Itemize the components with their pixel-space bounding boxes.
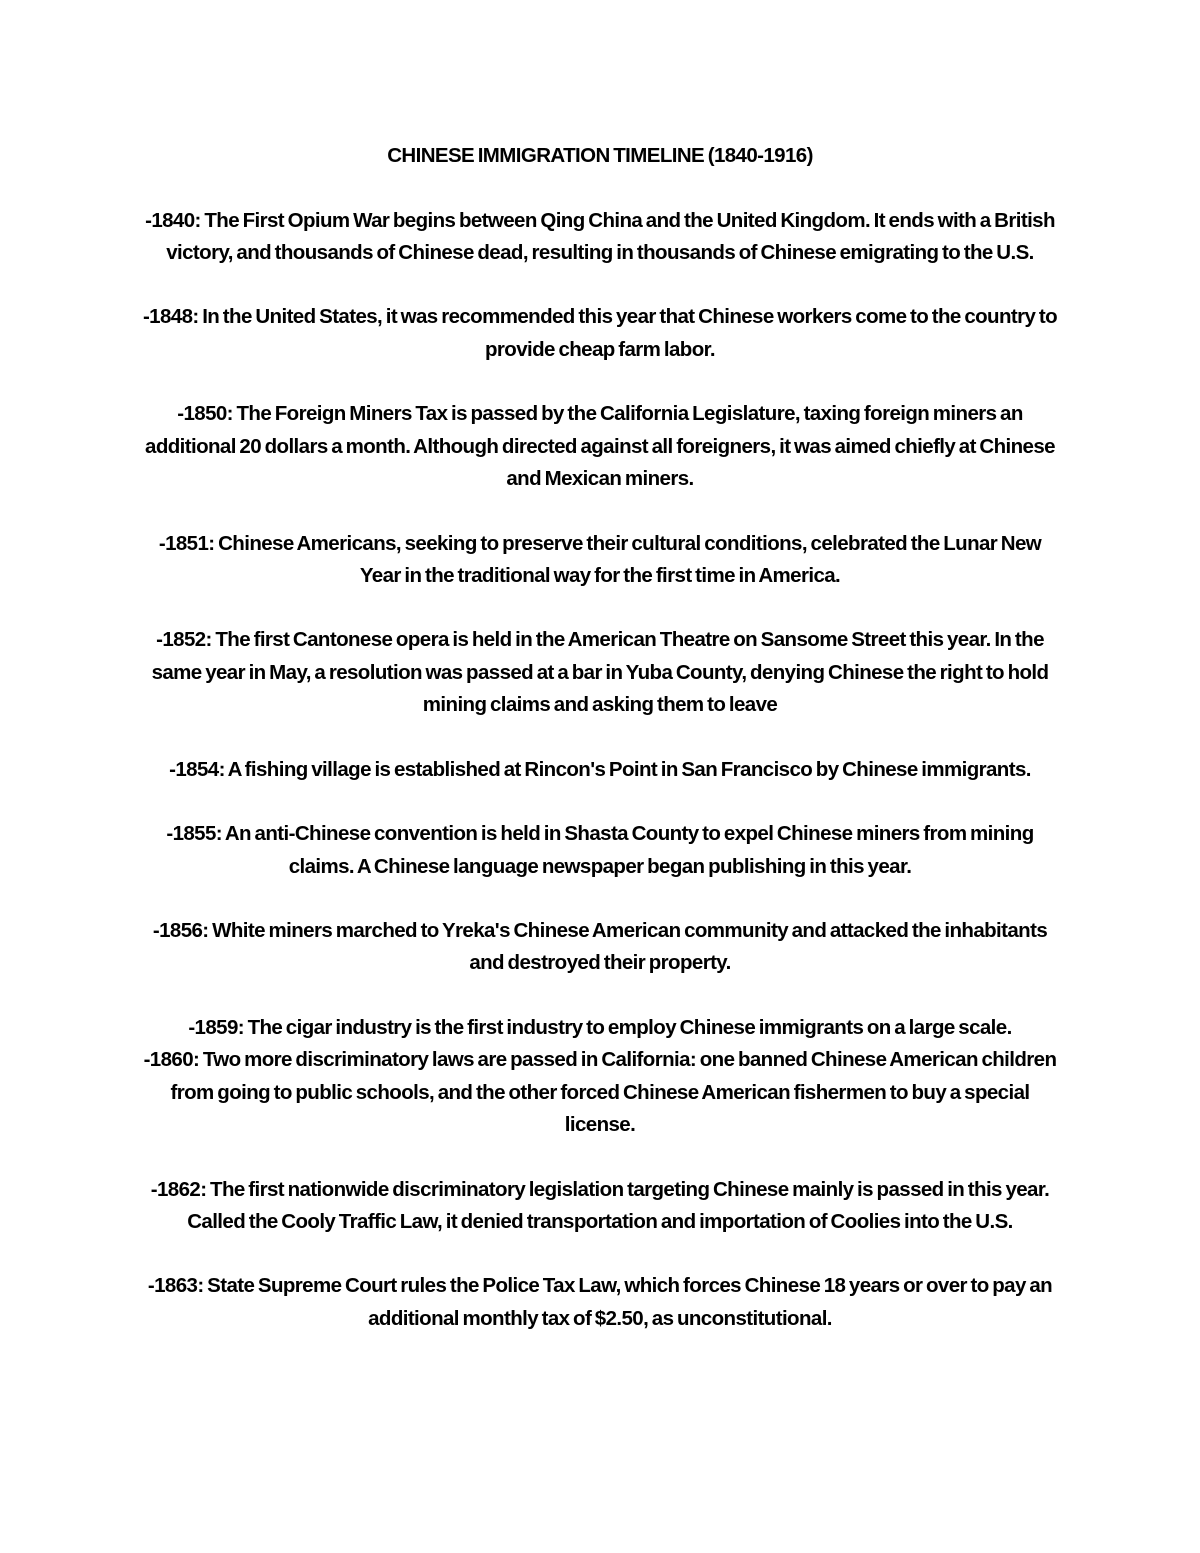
spacer <box>140 172 1060 204</box>
timeline-entry-1852: -1852: The first Cantonese opera is held in the American Theatre on Sansome Street this year. In the same year in May, a resolution was passed at a bar in Yuba County, denying Chinese the right to hold mining claims and asking them to leave <box>151 628 1049 717</box>
spacer <box>140 721 1060 753</box>
page-title: CHINESE IMMIGRATION TIMELINE (1840-1916) <box>387 144 813 167</box>
timeline-entry-1859: -1859: The cigar industry is the first industry to employ Chinese immigrants on a large scale. <box>188 1016 1012 1040</box>
spacer <box>140 1141 1060 1173</box>
timeline-entry-1862: -1862: The first nationwide discriminatory legislation targeting Chinese mainly is passed in this year. Called the Cooly Traffic Law, it denied transportation and importation of Coolies into the U.S. <box>150 1177 1050 1233</box>
timeline-entry-1850: -1850: The Foreign Miners Tax is passed by the California Legislature, taxing foreign miners an additional 20 dollars a month. Although directed against all foreigners, it was aimed chiefly at Chinese and Mexican miners. <box>145 402 1055 490</box>
timeline-entry-1860: -1860: Two more discriminatory laws are passed in California: one banned Chinese American children from going to public schools, and the other forced Chinese American fishermen to buy a special license. <box>143 1048 1057 1136</box>
spacer <box>140 366 1060 398</box>
spacer <box>140 786 1060 818</box>
spacer <box>140 883 1060 915</box>
spacer <box>140 980 1060 1012</box>
timeline-entry-1848: -1848: In the United States, it was recommended this year that Chinese workers come to the country to provide cheap farm labor. <box>142 305 1058 361</box>
spacer <box>140 1238 1060 1270</box>
spacer <box>140 495 1060 527</box>
timeline-entry-1840: -1840: The First Opium War begins between Qing China and the United Kingdom. It ends with a British victory, and thousands of Chinese dead, resulting in thousands of Chinese emigrating to the U.S. <box>145 208 1055 264</box>
timeline-entry-1854: -1854: A fishing village is established at Rincon's Point in San Francisco by Chinese immigrants. <box>169 757 1031 781</box>
timeline-entry-1855: -1855: An anti-Chinese convention is held in Shasta County to expel Chinese miners from mining claims. A Chinese language newspaper began publishing in this year. <box>166 822 1034 878</box>
timeline-entry-1851: -1851: Chinese Americans, seeking to preserve their cultural conditions, celebrated the Lunar New Year in the traditional way for the first time in America. <box>158 531 1042 587</box>
spacer <box>140 269 1060 301</box>
document-body <box>140 140 1060 1335</box>
timeline-entry-1863: -1863: State Supreme Court rules the Police Tax Law, which forces Chinese 18 years or over to pay an additional monthly tax of $2.50, as unconstitutional. <box>147 1274 1053 1330</box>
spacer <box>140 592 1060 624</box>
timeline-entry-1856: -1856: White miners marched to Yreka's Chinese American community and attacked the inhabitants and destroyed their property. <box>152 919 1048 975</box>
